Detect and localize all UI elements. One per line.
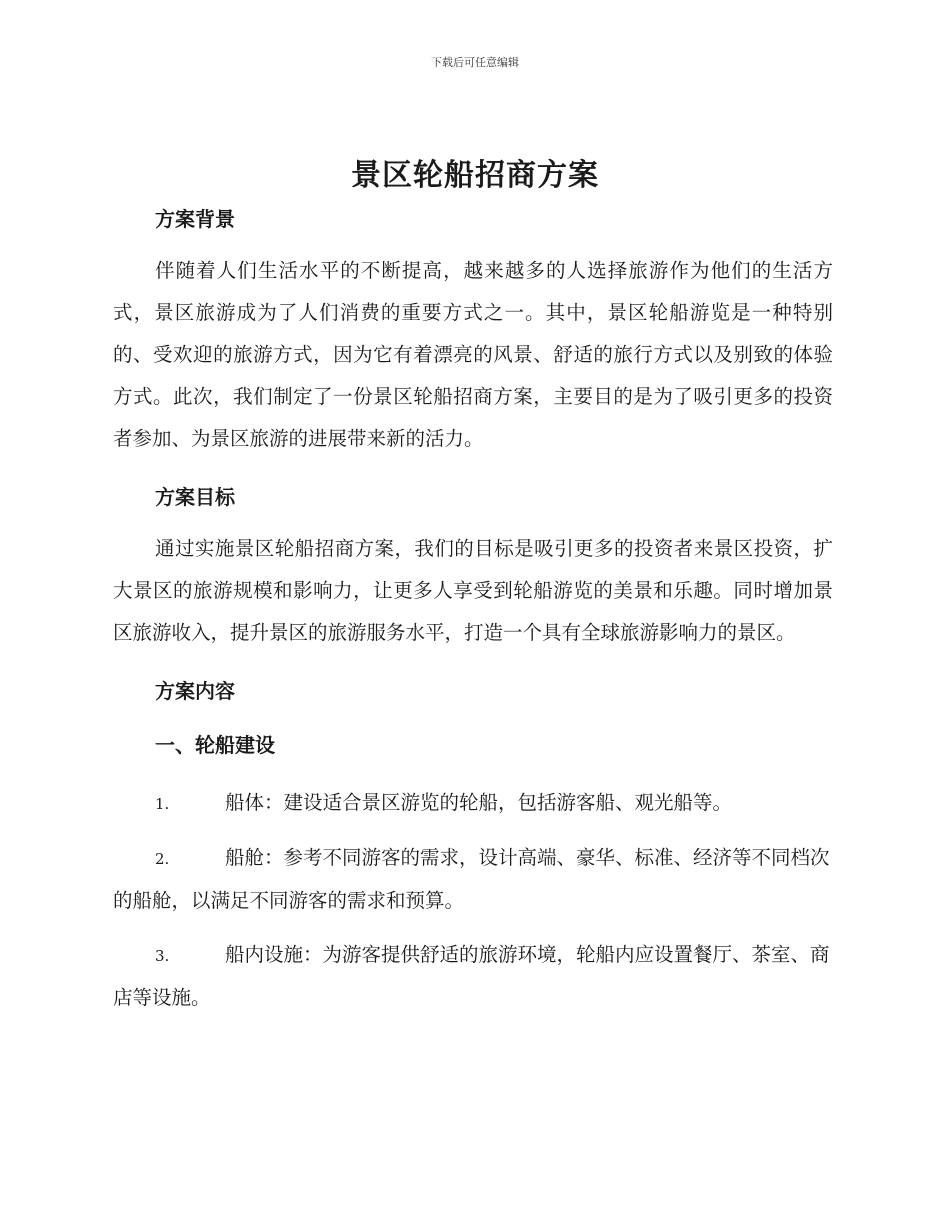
heading-goal: 方案目标	[155, 485, 235, 509]
list-text: 船舱：参考不同游客的需求，设计高端、豪华、标准、经济等不同档次的船舱，以满足不同游客的需求和预算。	[113, 846, 830, 912]
list-item	[113, 837, 833, 922]
document-title: 景区轮船招商方案	[351, 158, 599, 193]
paragraph-background: 伴随着人们生活水平的不断提高，越来越多的人选择旅游作为他们的生活方式，景区旅游成为了人们消费的重要方式之一。其中，景区轮船游览是一种特别的、受欢迎的旅游方式，因为它有着漂亮的风景、舒适的旅行方式以及别致的体验方式。此次，我们制定了一份景区轮船招商方案，主要目的是为了吸引更多的投资者参加、为景区旅游的进展带来新的活力。	[113, 259, 833, 450]
subheading-ship-construction: 一、轮船建设	[155, 733, 275, 757]
list-text: 船体：建设适合景区游览的轮船，包括游客船、观光船等。	[225, 791, 733, 814]
list-number: 1.	[155, 795, 170, 813]
list-item	[113, 782, 833, 825]
paragraph-goal: 通过实施景区轮船招商方案，我们的目标是吸引更多的投资者来景区投资，扩大景区的旅游规模和影响力，让更多人享受到轮船游览的美景和乐趣。同时增加景区旅游收入，提升景区的旅游服务水平，打造一个具有全球旅游影响力的景区。	[113, 537, 833, 644]
list-number: 3.	[155, 947, 170, 965]
heading-content: 方案内容	[155, 679, 235, 703]
document-body	[113, 202, 833, 1019]
page-header: 下载后可任意编辑	[431, 56, 519, 69]
list-item	[113, 934, 833, 1019]
heading-background: 方案背景	[155, 207, 235, 231]
list-text: 船内设施：为游客提供舒适的旅游环境，轮船内应设置餐厅、茶室、商店等设施。	[113, 943, 830, 1009]
list-number: 2.	[155, 850, 170, 868]
